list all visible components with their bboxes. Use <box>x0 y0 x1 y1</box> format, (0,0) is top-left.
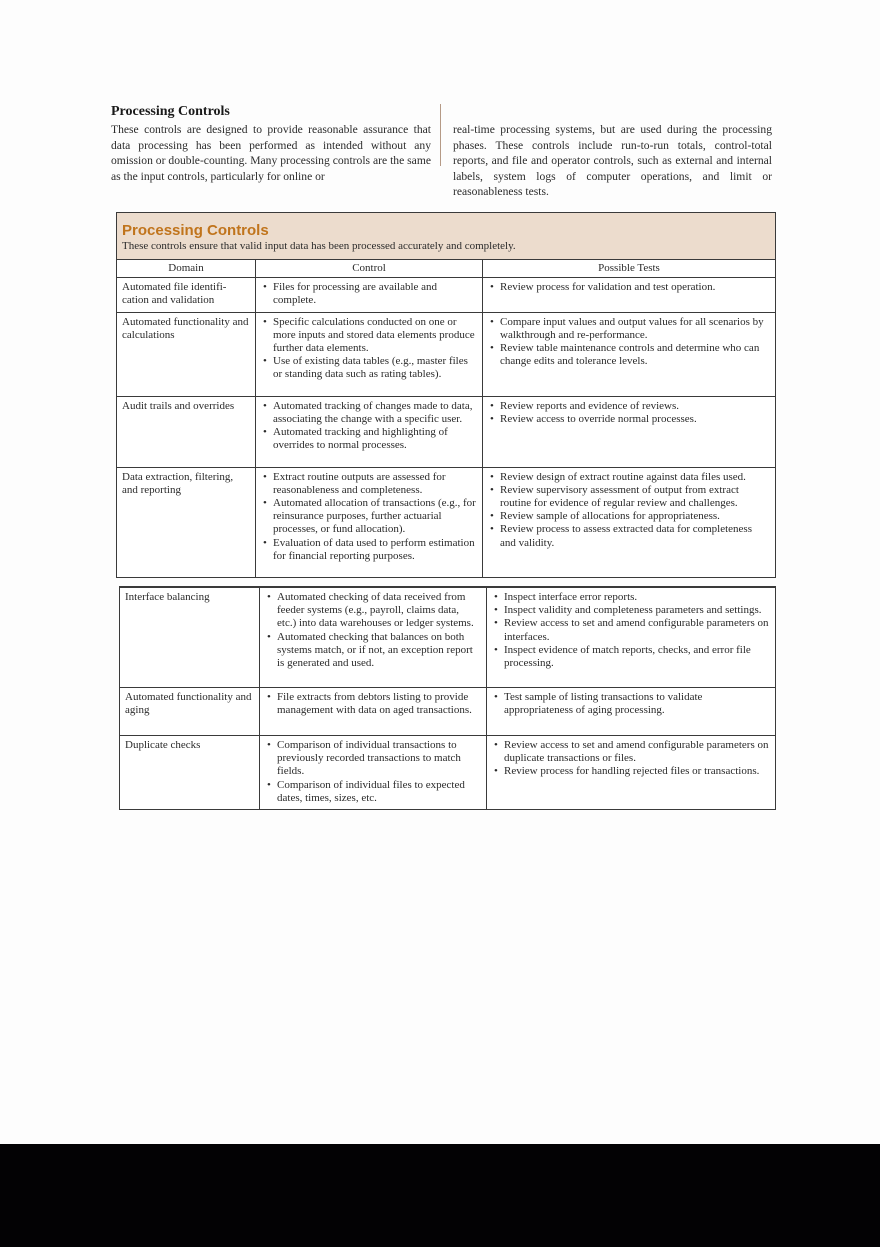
table-row <box>120 736 775 810</box>
test-item: • Review design of extract routine against data files used. <box>500 471 770 484</box>
control-cell <box>260 736 487 810</box>
box-header <box>117 213 775 260</box>
table-row <box>117 467 775 577</box>
tests-cell <box>483 278 776 312</box>
tests-cell <box>483 396 776 467</box>
test-item: • Review process for handling rejected files or transactions. <box>504 765 770 778</box>
domain-cell: Data extraction, filtering, and reporting <box>117 467 256 577</box>
control-item: • Specific calculations conducted on one or more inputs and stored data elements produce further data elements. <box>273 316 477 356</box>
control-item: • Extract routine outputs are assessed for reasonableness and completeness. <box>273 471 477 497</box>
test-item: • Review process for validation and test operation. <box>500 281 770 294</box>
header-possible-tests: Possible Tests <box>483 260 776 278</box>
test-item: • Inspect interface error reports. <box>504 591 770 604</box>
domain-cell: Automated functionality and calculations <box>117 312 256 396</box>
test-item: • Review access to set and amend configurable parameters on interfaces. <box>504 617 770 643</box>
box-subtitle: These controls ensure that valid input data has been processed accurately and completely. <box>122 240 516 252</box>
box-title: Processing Controls <box>122 222 269 239</box>
test-item: • Test sample of listing transactions to validate appropriateness of aging processing. <box>504 691 770 717</box>
test-item: • Review process to assess extracted data for completeness and validity. <box>500 523 770 549</box>
control-item: • Automated allocation of transactions (e.g., for reinsurance purposes, further actuarial processes, or fund allocation). <box>273 497 477 537</box>
control-item: • Files for processing are available and complete. <box>273 281 477 307</box>
control-item: • Automated checking of data received from feeder systems (e.g., payroll, claims data, etc.) into data warehouses or ledger systems. <box>277 591 481 631</box>
control-cell <box>256 312 483 396</box>
header-domain: Domain <box>117 260 256 278</box>
test-item: • Review access to set and amend configurable parameters on duplicate transactions or files. <box>504 739 770 765</box>
tests-cell <box>487 588 776 688</box>
domain-cell: Audit trails and overrides <box>117 396 256 467</box>
processing-controls-box <box>116 212 776 578</box>
table-row <box>117 278 775 312</box>
test-item: • Review supervisory assessment of output from extract routine for evidence of regular review and challenges. <box>500 484 770 510</box>
test-item: • Review reports and evidence of reviews. <box>500 400 770 413</box>
control-item: • Use of existing data tables (e.g., master files or standing data such as rating tables). <box>273 355 477 381</box>
domain-cell: Interface balancing <box>120 588 260 688</box>
test-item: • Review table maintenance controls and determine who can change edits and tolerance levels. <box>500 342 770 368</box>
black-bar <box>0 1144 880 1247</box>
control-item: • File extracts from debtors listing to provide management with data on aged transactions. <box>277 691 481 717</box>
table-row <box>120 688 775 736</box>
control-item: • Automated checking that balances on both systems match, or if not, an exception report is generated and used. <box>277 631 481 671</box>
test-item: • Compare input values and output values for all scenarios by walkthrough and re-performance. <box>500 316 770 342</box>
table-row <box>120 588 775 688</box>
controls-table-continued <box>120 587 775 809</box>
control-item: • Evaluation of data used to perform estimation for financial reporting purposes. <box>273 537 477 563</box>
column-divider <box>440 104 441 166</box>
control-cell <box>256 396 483 467</box>
table-row <box>117 396 775 467</box>
table-header-row <box>117 260 775 278</box>
control-item: • Automated tracking and highlighting of overrides to normal processes. <box>273 426 477 452</box>
intro-paragraph-left: These controls are designed to provide reasonable assurance that data processing has been performed as intended without any omission or double-counting. Many processing controls are the same as the input controls, particularly for online or <box>111 123 431 183</box>
intro-paragraph-right: real-time processing systems, but are used during the processing phases. These controls include run-to-run totals, control-total reports, and file and operator controls, such as external and internal labels, system logs of computer operations, and limit or reasonableness tests. <box>453 123 772 199</box>
control-cell <box>260 688 487 736</box>
control-cell <box>260 588 487 688</box>
header-control: Control <box>256 260 483 278</box>
test-item: • Inspect evidence of match reports, checks, and error file processing. <box>504 644 770 670</box>
controls-table <box>117 260 775 577</box>
control-cell <box>256 278 483 312</box>
domain-cell: Automated file identifi- cation and validation <box>117 278 256 312</box>
tests-cell <box>487 688 776 736</box>
test-item: • Review sample of allocations for appropriateness. <box>500 510 770 523</box>
control-item: • Automated tracking of changes made to data, associating the change with a specific user. <box>273 400 477 426</box>
section-heading: Processing Controls <box>111 104 230 119</box>
tests-cell <box>483 312 776 396</box>
test-item: • Inspect validity and completeness parameters and settings. <box>504 604 770 617</box>
table-row <box>117 312 775 396</box>
tests-cell <box>487 736 776 810</box>
tests-cell <box>483 467 776 577</box>
processing-controls-box-continued <box>119 586 776 810</box>
test-item: • Review access to override normal processes. <box>500 413 770 426</box>
domain-cell: Automated functionality and aging <box>120 688 260 736</box>
control-item: • Comparison of individual transactions to previously recorded transactions to match fields. <box>277 739 481 779</box>
domain-cell: Duplicate checks <box>120 736 260 810</box>
control-item: • Comparison of individual files to expected dates, times, sizes, etc. <box>277 779 481 805</box>
control-cell <box>256 467 483 577</box>
